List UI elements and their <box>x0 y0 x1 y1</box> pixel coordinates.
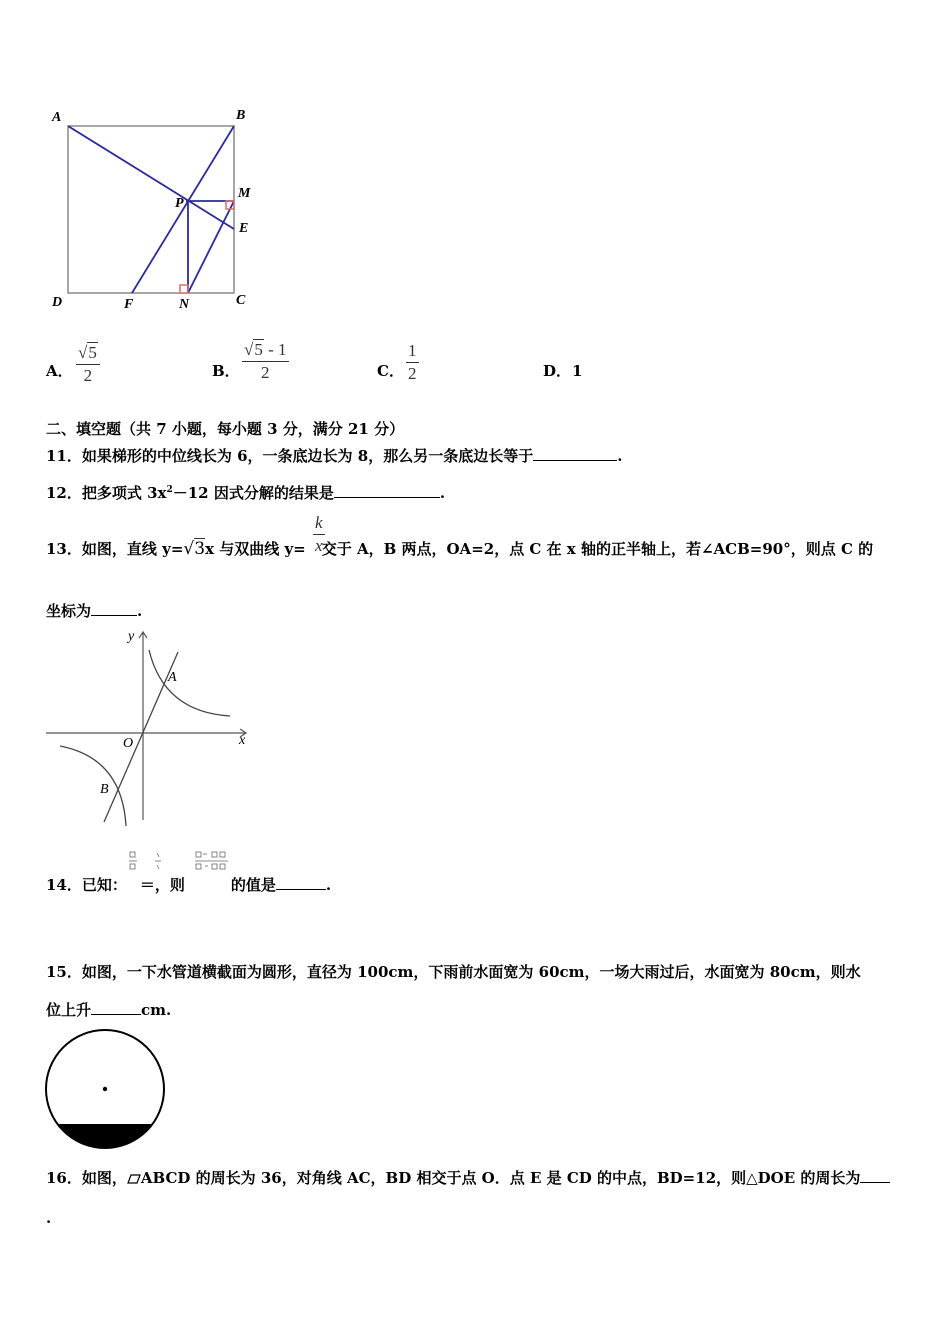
label-y-axis: y <box>128 629 135 644</box>
q15-unit: cm. <box>141 1001 172 1019</box>
option-a-letter: A． <box>46 362 73 380</box>
q13-end: . <box>137 602 143 620</box>
q11-text: 11．如果梯形的中位线长为 6，一条底边长为 8，那么另一条底边长等于 <box>46 447 534 465</box>
q12-text-b: －12 因式分解的结果是 <box>172 484 334 502</box>
option-b-den: 2 <box>261 363 270 382</box>
option-a-radicand: 5 <box>88 343 97 362</box>
option-d-letter: D． <box>543 362 572 380</box>
option-a-fraction: $\frac{√5}{2}$ <box>76 343 100 386</box>
q12-superscript: 2 <box>166 485 173 495</box>
q16-text-b: ABCD 的周长为 36，对角线 AC，BD 相交于点 O．点 E 是 CD 的中点，BD=12，则△DOE 的周长为 <box>140 1169 861 1187</box>
label-b: B <box>236 108 246 123</box>
option-b-num-rest: - 1 <box>263 340 287 359</box>
label-f: F <box>124 297 134 312</box>
label-p: P <box>175 196 184 211</box>
q11-end: . <box>617 447 623 465</box>
water-region <box>40 1124 170 1164</box>
option-b-letter: B． <box>212 362 240 380</box>
q14-equals: ＝ <box>139 876 155 894</box>
parallelogram-icon <box>127 1174 141 1184</box>
q13-frac-num: k <box>313 513 325 535</box>
option-d-value: 1 <box>572 362 583 380</box>
option-c-letter: C． <box>377 362 404 380</box>
label-m: M <box>238 186 251 201</box>
q12-text-a: 12．把多项式 3x <box>46 484 167 502</box>
q16-text-a: 16．如图， <box>46 1169 127 1187</box>
q13-text-a: 13．如图，直线 y= <box>46 540 184 558</box>
label-x-axis: x <box>239 733 246 748</box>
q14-end: . <box>325 876 332 894</box>
q16-answer-blank[interactable] <box>860 1168 890 1183</box>
q13-line2: 坐标为 <box>46 602 92 620</box>
option-c-num: 1 <box>406 341 419 363</box>
section-heading: 二、填空题（共 7 小题，每小题 3 分，满分 21 分） <box>46 420 405 438</box>
label-origin: O <box>123 736 134 751</box>
label-n: N <box>179 297 190 312</box>
label-a: A <box>52 110 62 125</box>
q13-text-b: x 与双曲线 y= <box>205 540 306 558</box>
q13-frac-den: x <box>315 536 323 555</box>
label-point-b: B <box>100 782 109 797</box>
q15-line2: 位上升 <box>46 1001 92 1019</box>
q15-text: 15．如图，一下水管道横截面为圆形，直径为 100cm，下雨前水面宽为 60cm，一场大雨过后，水面宽为 80cm，则水 <box>46 963 861 981</box>
q14-text-c: 的值是 <box>230 876 276 894</box>
label-e: E <box>239 221 249 236</box>
q12-end: . <box>439 484 446 502</box>
question-13: 13．如图，直线 y=√3x 与双曲线 y= 交于 A，B 两点，OA=2，点 C 在 x 轴的正半轴上，若∠ACB=90°，则点 C 的 <box>46 539 874 559</box>
q16-end: . <box>46 1209 52 1227</box>
q14-text-b: ，则 <box>154 876 185 894</box>
option-b-radicand: 5 <box>254 340 263 359</box>
question-16 <box>46 1168 890 1188</box>
q13-radicand: 3 <box>194 539 206 559</box>
label-point-a: A <box>168 670 177 685</box>
q13-text-c: 交于 A，B 两点，OA=2，点 C 在 x 轴的正半轴上，若∠ACB=90°，则点 C 的 <box>321 540 874 558</box>
q14-text-a: 14．已知： <box>46 876 127 894</box>
option-c-den: 2 <box>408 364 417 383</box>
pipe-center-dot <box>103 1087 107 1091</box>
label-c: C <box>236 293 246 308</box>
option-a-den: 2 <box>83 366 93 385</box>
option-b-fraction: $\frac{√5 - 1}{2}$ <box>244 340 287 382</box>
label-d: D <box>52 295 63 310</box>
